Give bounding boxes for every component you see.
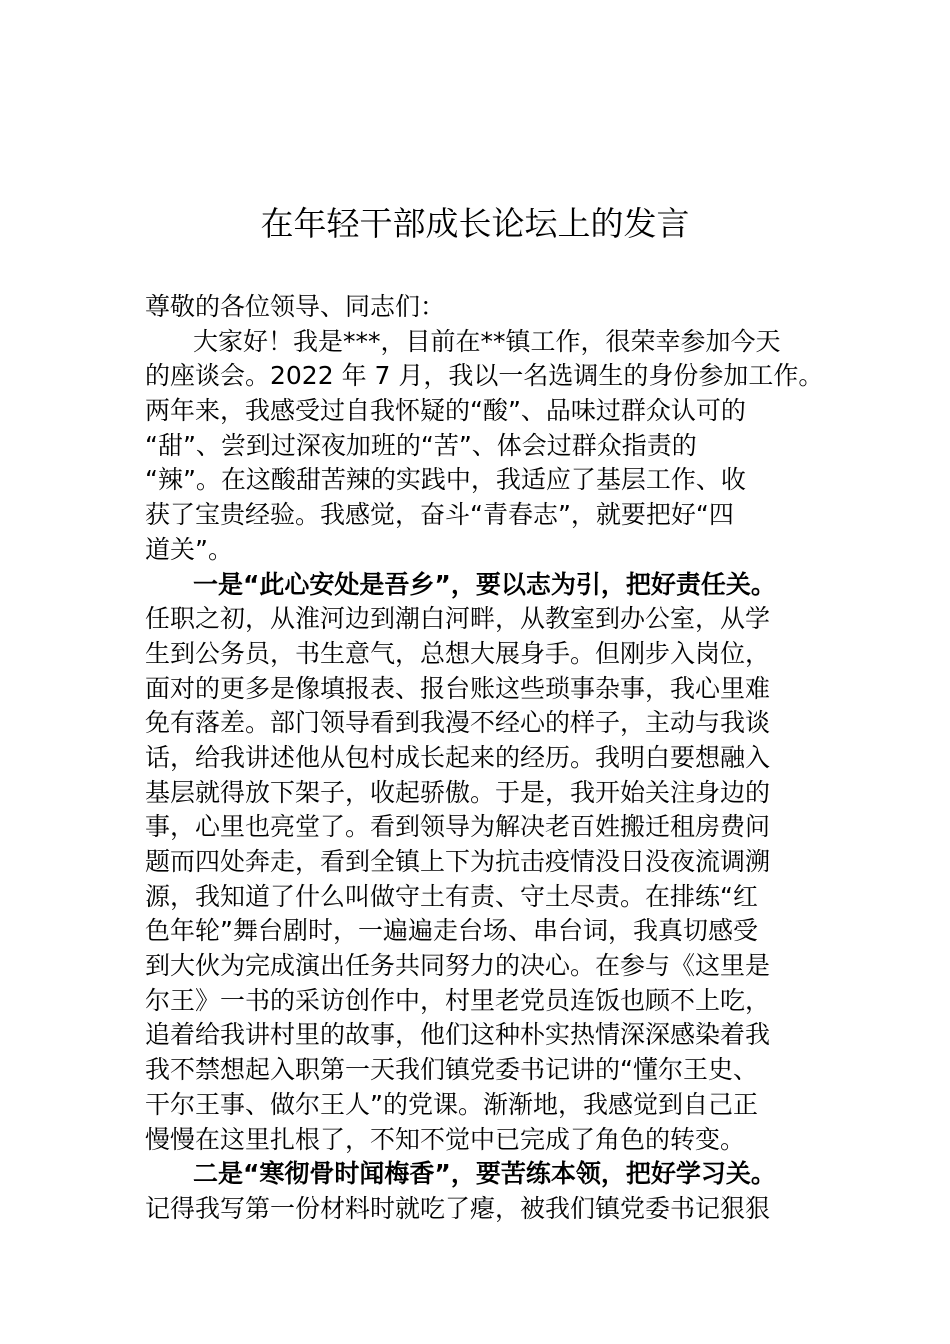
body-text-line: 面对的更多是像填报表、报台账这些琐事杂事，我心里难 — [145, 673, 771, 703]
body-text-line: 事，心里也亮堂了。看到领导为解决老百姓搬迁租房费问 — [145, 812, 771, 842]
body-text-line: 基层就得放下架子，收起骄傲。于是，我开始关注身边的 — [145, 777, 771, 807]
body-text-line: 大家好！我是***，目前在**镇工作，很荣幸参加今天 — [193, 326, 781, 356]
body-text-line: 两年来，我感受过自我怀疑的“酸”、品味过群众认可的 — [145, 396, 746, 426]
body-text-line: 的座谈会。2022 年 7 月，我以一名选调生的身份参加工作。 — [145, 361, 824, 391]
body-text-line: “甜”、尝到过深夜加班的“苦”、体会过群众指责的 — [145, 430, 697, 460]
body-text-line: 话，给我讲述他从包村成长起来的经历。我明白要想融入 — [145, 742, 771, 772]
body-text-line: 到大伙为完成演出任务共同努力的决心。在参与《这里是 — [145, 951, 771, 981]
document-body — [145, 290, 845, 1227]
body-text-line: 获了宝贵经验。我感觉，奋斗“青春志”，就要把好“四 — [145, 500, 734, 530]
body-text-line: 尔王》一书的采访创作中，村里老党员连饭也顾不上吃， — [145, 985, 771, 1015]
document-title: 在年轻干部成长论坛上的发言 — [260, 204, 690, 243]
body-text-line: 干尔王事、做尔王人”的党课。渐渐地，我感觉到自己正 — [145, 1089, 758, 1119]
body-text-line: 尊敬的各位领导、同志们： — [145, 292, 446, 321]
body-text-line: “辣”。在这酸甜苦辣的实践中，我适应了基层工作、收 — [145, 465, 746, 495]
section-heading-line: 二是“寒彻骨时闻梅香”，要苦练本领，把好学习关。 — [193, 1159, 776, 1189]
body-text-line: 色年轮”舞台剧时，一遍遍走台场、串台词，我真切感受 — [145, 916, 758, 946]
section-heading-line: 一是“此心安处是吾乡”，要以志为引，把好责任关。 — [193, 569, 776, 599]
body-text-line: 题而四处奔走，看到全镇上下为抗击疫情没日没夜流调溯 — [145, 847, 771, 876]
body-text-line: 道关”。 — [145, 534, 233, 564]
body-text-line: 慢慢在这里扎根了，不知不觉中已完成了角色的转变。 — [145, 1124, 746, 1154]
body-text-line: 源，我知道了什么叫做守土有责、守土尽责。在排练“红 — [145, 881, 758, 911]
body-text-line: 记得我写第一份材料时就吃了瘪，被我们镇党委书记狠狠 — [145, 1193, 771, 1223]
body-text-line: 我不禁想起入职第一天我们镇党委书记讲的“懂尔王史、 — [145, 1055, 758, 1085]
body-text-line: 任职之初，从淮河边到潮白河畔，从教室到办公室，从学 — [145, 604, 771, 634]
body-text-line: 生到公务员，书生意气，总想大展身手。但刚步入岗位， — [145, 638, 771, 668]
body-text-line: 追着给我讲村里的故事，他们这种朴实热情深深感染着我 — [145, 1020, 771, 1050]
body-text-line: 免有落差。部门领导看到我漫不经心的样子，主动与我谈 — [145, 708, 771, 738]
